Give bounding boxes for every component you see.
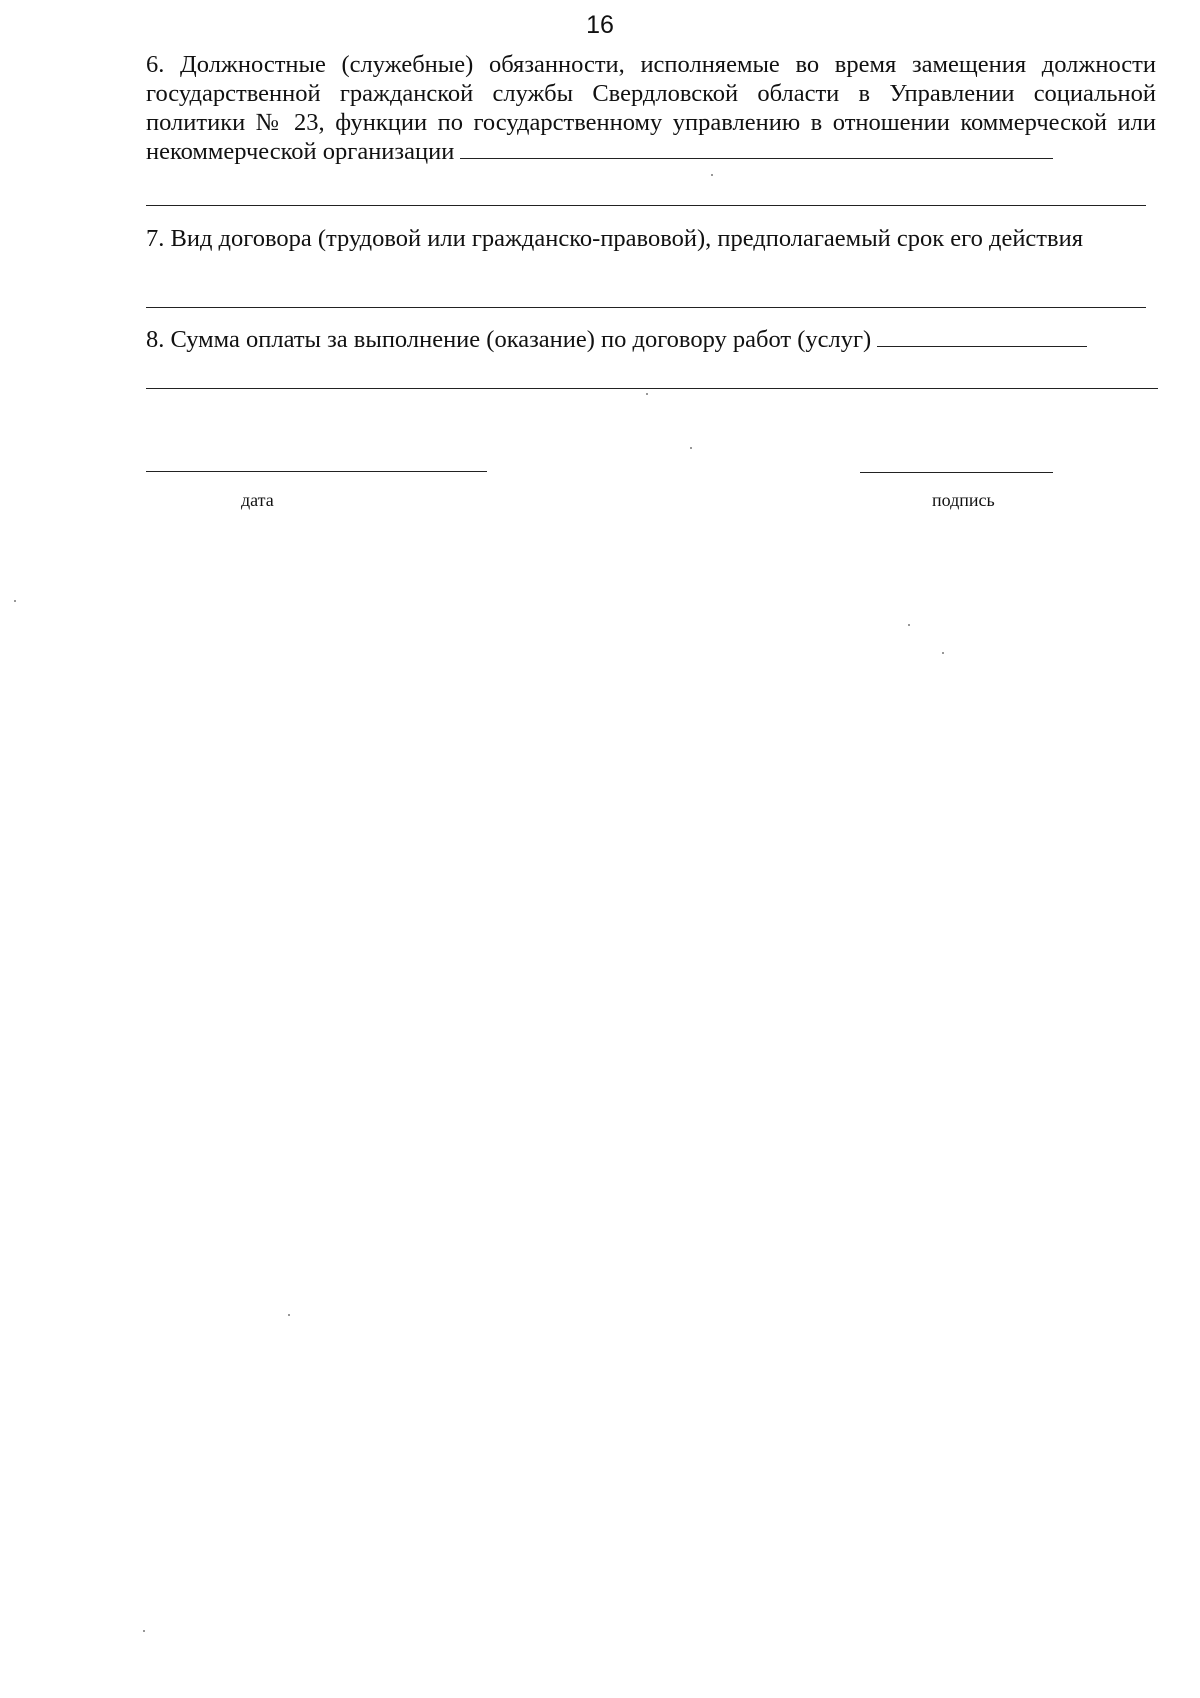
item-6-text: 6. Должностные (служебные) обязанности, исполняемые во время замещения должности государственной гражданской службы Свердловской области в Управлении социальной политики № 23, функции по государственному управлению в отношении коммерческой или некоммерческой организации — [146, 51, 1156, 165]
item-7-paragraph — [146, 224, 1156, 253]
scan-speck — [711, 174, 713, 176]
scan-speck — [942, 652, 944, 654]
item-6-inline-blank[interactable] — [460, 138, 1053, 159]
item-6-paragraph — [146, 50, 1156, 166]
scan-speck — [908, 624, 910, 626]
scan-speck — [14, 600, 16, 602]
item-8-paragraph — [146, 325, 1156, 354]
item-7-answer-line[interactable] — [146, 307, 1146, 308]
page-number: 16 — [586, 11, 614, 39]
item-6-answer-line[interactable] — [146, 205, 1146, 206]
signature-label: подпись — [932, 490, 995, 510]
scan-speck — [288, 1314, 290, 1316]
item-7-text: 7. Вид договора (трудовой или гражданско-правовой), предполагаемый срок его действия — [146, 225, 1083, 252]
scan-speck — [646, 393, 648, 395]
signature-line[interactable] — [860, 472, 1053, 473]
scan-speck — [690, 447, 692, 449]
item-8-text: 8. Сумма оплаты за выполнение (оказание) по договору работ (услуг) — [146, 326, 872, 353]
date-line[interactable] — [146, 471, 487, 472]
date-label: дата — [241, 490, 274, 510]
item-8-inline-blank[interactable] — [877, 326, 1087, 347]
scan-speck — [143, 1630, 145, 1632]
item-8-answer-line[interactable] — [146, 388, 1158, 389]
